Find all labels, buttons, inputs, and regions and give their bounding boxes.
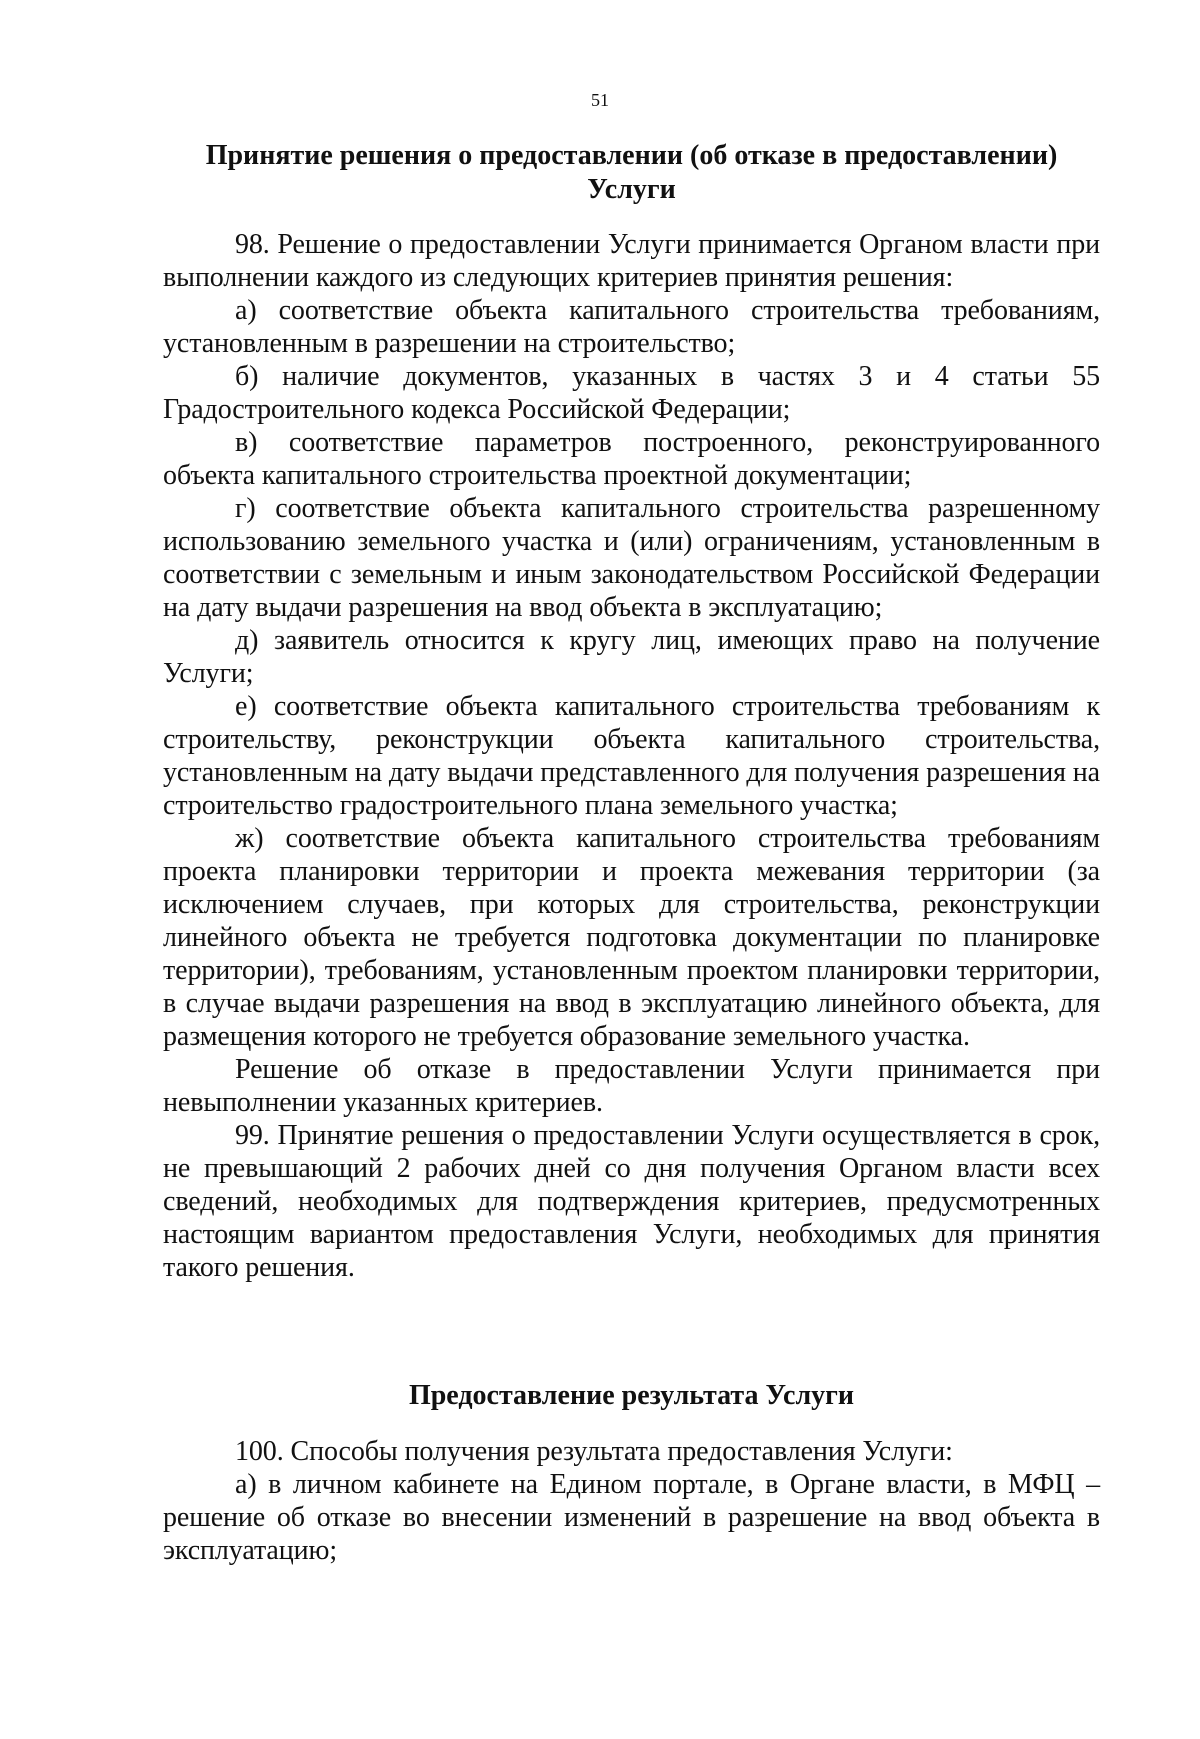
paragraph-98-refusal: Решение об отказе в предоставлении Услуги принимается при невыполнении указанных критериев. (163, 1054, 1100, 1118)
paragraph-100: 100. Способы получения результата предоставления Услуги: (235, 1436, 953, 1467)
section-heading-decision: Принятие решения о предоставлении (об отказе в предоставлении) Услуги (205, 140, 1058, 205)
paragraph-98-v: в) соответствие параметров построенного, реконструированного объекта капитального строительства проектной документации; (163, 427, 1100, 491)
page-number: 51 (591, 90, 609, 110)
section-body-result (163, 1435, 1100, 1567)
paragraph-99: 99. Принятие решения о предоставлении Услуги осуществляется в срок, не превышающий 2 рабочих дней со дня получения Органом власти всех сведений, необходимых для подтверждения критериев, предусмотренных настоящим вариантом предоставления Услуги, необходимых для принятия такого решения. (163, 1120, 1100, 1283)
section-heading-result: Предоставление результата Услуги (408, 1380, 855, 1411)
paragraph-98-d: д) заявитель относится к кругу лиц, имеющих право на получение Услуги; (163, 625, 1100, 689)
paragraph-100-a: а) в личном кабинете на Едином портале, в Органе власти, в МФЦ – решение об отказе во внесении изменений в разрешение на ввод объекта в эксплуатацию; (163, 1469, 1100, 1566)
paragraph-98: 98. Решение о предоставлении Услуги принимается Органом власти при выполнении каждого из следующих критериев принятия решения: (163, 229, 1100, 293)
paragraph-98-e: е) соответствие объекта капитального строительства требованиям к строительству, реконструкции объекта капитального строительства, установленным на дату выдачи представленного для получения разрешения на строительство градостроительного плана земельного участка; (163, 691, 1100, 821)
paragraph-98-g: г) соответствие объекта капитального строительства разрешенному использованию земельного участка и (или) ограничениям, установленным в соответствии с земельным и иным законодательством Российской Федерации на дату выдачи разрешения на ввод объекта в эксплуатацию; (163, 493, 1100, 623)
paragraph-98-a: а) соответствие объекта капитального строительства требованиям, установленным в разрешении на строительство; (163, 295, 1100, 359)
section-body-decision (163, 228, 1100, 1284)
paragraph-98-b: б) наличие документов, указанных в частях 3 и 4 статьи 55 Градостроительного кодекса Российской Федерации; (163, 361, 1100, 425)
paragraph-98-zh: ж) соответствие объекта капитального строительства требованиям проекта планировки территории и проекта межевания территории (за исключением случаев, при которых для строительства, реконструкции линейного объекта не требуется подготовка документации по планировке территории), требованиям, установленным проектом планировки территории, в случае выдачи разрешения на ввод в эксплуатацию линейного объекта, для размещения которого не требуется образование земельного участка. (163, 823, 1100, 1052)
